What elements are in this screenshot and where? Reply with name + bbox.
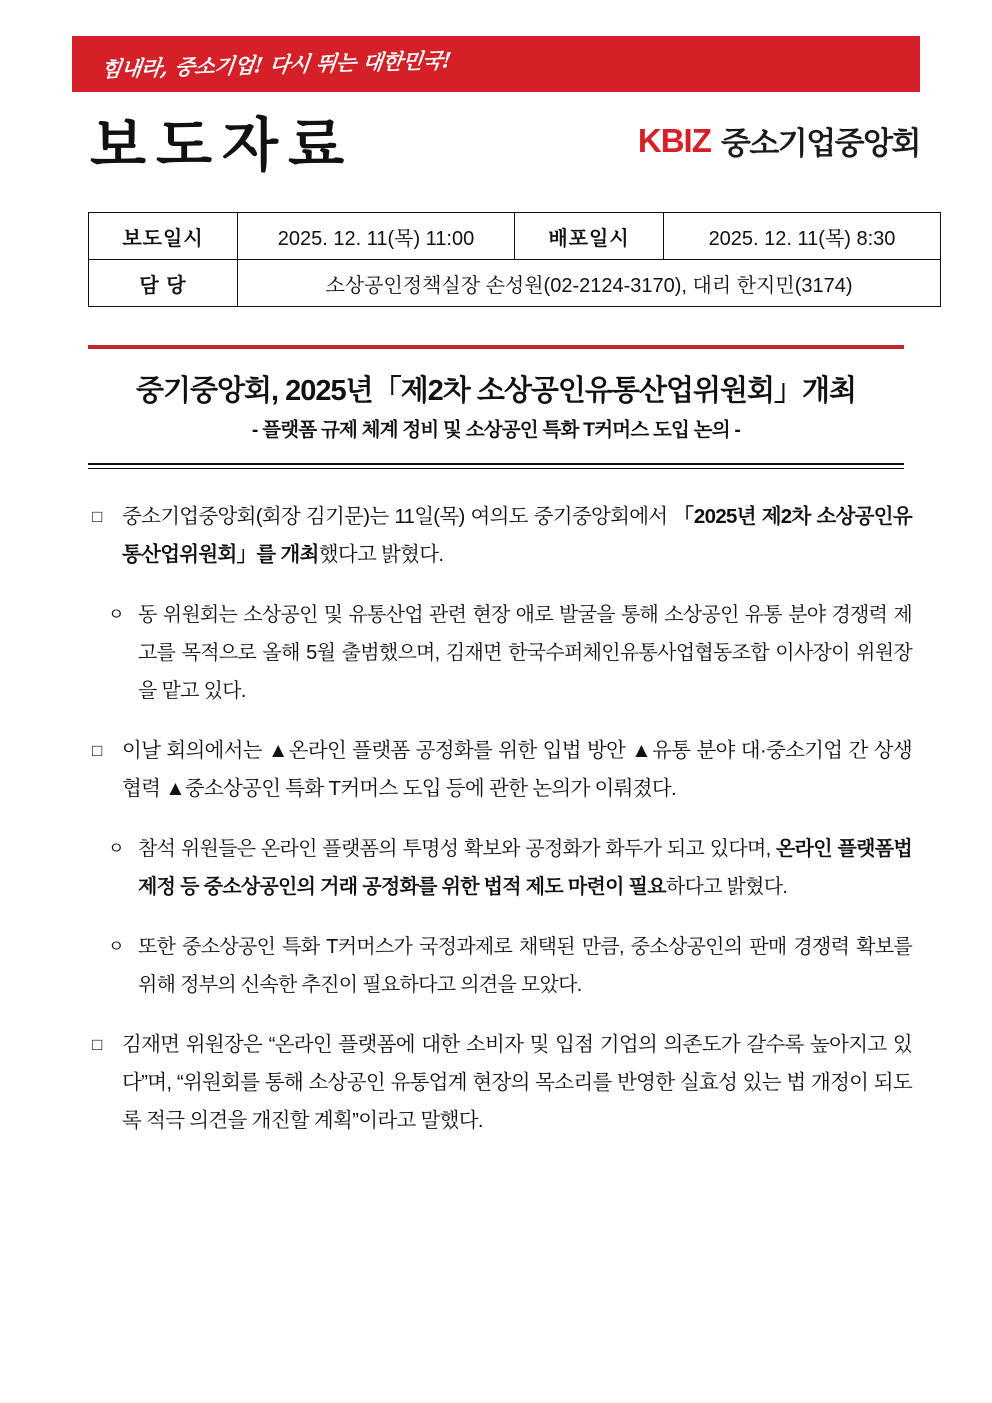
paragraph-text: 또한 중소상공인 특화 T커머스가 국정과제로 채택된 만큼, 중소상공인의 판매 경쟁력 확보를 위해 정부의 신속한 추진이 필요하다고 의견을 모았다.	[138, 936, 912, 996]
contact-value: 소상공인정책실장 손성원(02-2124-3170), 대리 한지민(3174)	[238, 260, 941, 307]
paragraph-text: 김재면 위원장은 “온라인 플랫폼에 대한 소비자 및 입점 기업의 의존도가 갈수록 높아지고 있다”며, “위원회를 통해 소상공인 유통업계 현장의 목소리를 반영한 실효성 있는 법 개정이 되도록 적극 의견을 개진할 계획”이라고 말했다.	[122, 1033, 912, 1132]
kbiz-logo-mark: KBIZ	[637, 121, 711, 159]
paragraph	[88, 498, 912, 574]
paragraph	[88, 596, 912, 710]
page-subtitle: - 플랫폼 규제 체계 정비 및 소상공인 특화 T커머스 도입 논의 -	[251, 419, 741, 441]
slogan-text: 힘내라, 중소기업! 다시 뛰는 대한민국!	[99, 47, 453, 82]
paragraph	[88, 928, 912, 1004]
release-info-table	[88, 212, 941, 307]
circle-bullet-icon: ㅇ	[108, 605, 125, 624]
header-row	[72, 96, 920, 188]
distribute-date-value: 2025. 12. 11(목) 8:30	[664, 213, 941, 260]
paragraph	[88, 830, 912, 906]
square-bullet-icon: □	[92, 741, 103, 760]
paragraph-text: 이날 회의에서는 ▲온라인 플랫폼 공정화를 위한 입법 방안 ▲유통 분야 대·중소기업 간 상생협력 ▲중소상공인 특화 T커머스 도입 등에 관한 논의가 이뤄졌다.	[122, 739, 912, 800]
paragraph-text: 동 위원회는 소상공인 및 유통산업 관련 현장 애로 발굴을 통해 소상공인 유통 분야 경쟁력 제고를 목적으로 올해 5월 출범했으며, 김재면 한국수퍼체인유통사업협동조합 이사장이 위원장을 맡고 있다.	[138, 604, 912, 702]
table-row	[89, 260, 941, 307]
release-date-value: 2025. 12. 11(목) 11:00	[238, 213, 515, 260]
paragraph-text: 중소기업중앙회(회장 김기문)는 11일(목) 여의도 중기중앙회에서 「2025년 제2차 소상공인유통산업위원회」를 개최했다고 밝혔다.	[122, 505, 912, 566]
circle-bullet-icon: ㅇ	[108, 839, 125, 858]
release-date-label: 보도일시	[89, 213, 238, 260]
paragraph	[88, 1026, 912, 1140]
body-content	[88, 498, 912, 1162]
paragraph-text: 참석 위원들은 온라인 플랫폼의 투명성 확보와 공정화가 화두가 되고 있다며, 온라인 플랫폼법 제정 등 중소상공인의 거래 공정화를 위한 법적 제도 마련이 필요하다고 밝혔다.	[138, 838, 912, 898]
title-rule-bottom	[88, 463, 904, 469]
square-bullet-icon: □	[92, 1035, 103, 1054]
distribute-date-label: 배포일시	[515, 213, 664, 260]
circle-bullet-icon: ㅇ	[108, 937, 125, 956]
title-rule-top	[88, 345, 904, 349]
page-title: 중기중앙회, 2025년「제2차 소상공인유통산업위원회」개최	[135, 375, 857, 407]
header-banner	[72, 36, 920, 92]
square-bullet-icon: □	[92, 507, 103, 526]
table-row	[89, 213, 941, 260]
contact-label: 담 당	[89, 260, 238, 307]
paragraph	[88, 732, 912, 808]
document-type-title: 보도자료	[90, 113, 355, 178]
kbiz-logo	[638, 118, 920, 163]
kbiz-logo-name: 중소기업중앙회	[720, 126, 920, 161]
